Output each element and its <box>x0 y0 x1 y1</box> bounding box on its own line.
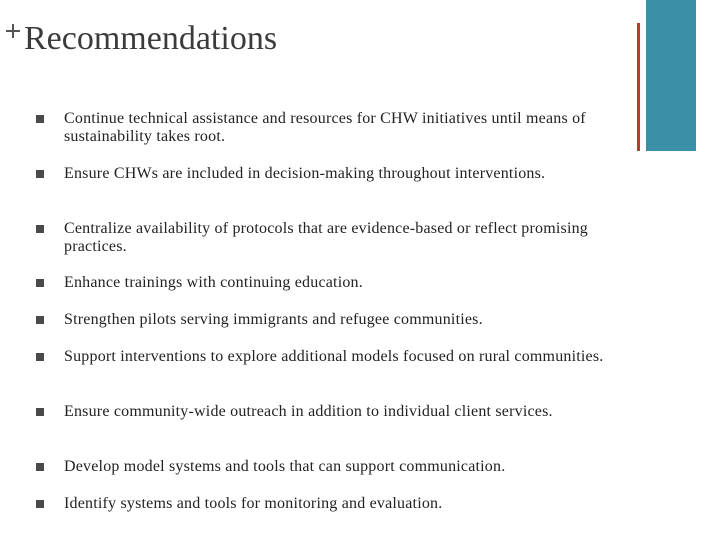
square-bullet-icon <box>36 170 44 178</box>
accent-bar <box>646 0 696 151</box>
bullet-item <box>36 311 624 329</box>
square-bullet-icon <box>36 463 44 471</box>
bullet-item <box>36 274 624 292</box>
bullet-text: Identify systems and tools for monitoring and evaluation. <box>64 495 443 512</box>
square-bullet-icon <box>36 500 44 508</box>
square-bullet-icon <box>36 408 44 416</box>
square-bullet-icon <box>36 316 44 324</box>
square-bullet-icon <box>36 353 44 361</box>
bullet-item <box>36 495 624 513</box>
slide-title: Recommendations <box>24 20 278 57</box>
square-bullet-icon <box>36 279 44 287</box>
bullet-text: Ensure community-wide outreach in addition to individual client services. <box>64 403 553 420</box>
bullet-text: Continue technical assistance and resources for CHW initiatives until means of sustainability takes root. <box>64 110 586 145</box>
bullet-item <box>36 348 624 366</box>
bullet-text: Support interventions to explore additional models focused on rural communities. <box>64 348 604 365</box>
bullet-text: Enhance trainings with continuing education. <box>64 274 363 291</box>
bullet-text: Strengthen pilots serving immigrants and refugee communities. <box>64 311 483 328</box>
bullet-item <box>36 403 624 421</box>
bullet-text: Develop model systems and tools that can support communication. <box>64 458 506 475</box>
bullet-text: Ensure CHWs are included in decision-making throughout interventions. <box>64 165 546 182</box>
plus-icon <box>6 24 20 38</box>
bullet-item <box>36 220 624 256</box>
square-bullet-icon <box>36 225 44 233</box>
accent-line <box>637 23 640 151</box>
square-bullet-icon <box>36 115 44 123</box>
bullet-item <box>36 110 624 146</box>
bullet-item <box>36 165 624 183</box>
bullet-text: Centralize availability of protocols that are evidence-based or reflect promising practices. <box>64 220 588 255</box>
bullet-item <box>36 458 644 476</box>
